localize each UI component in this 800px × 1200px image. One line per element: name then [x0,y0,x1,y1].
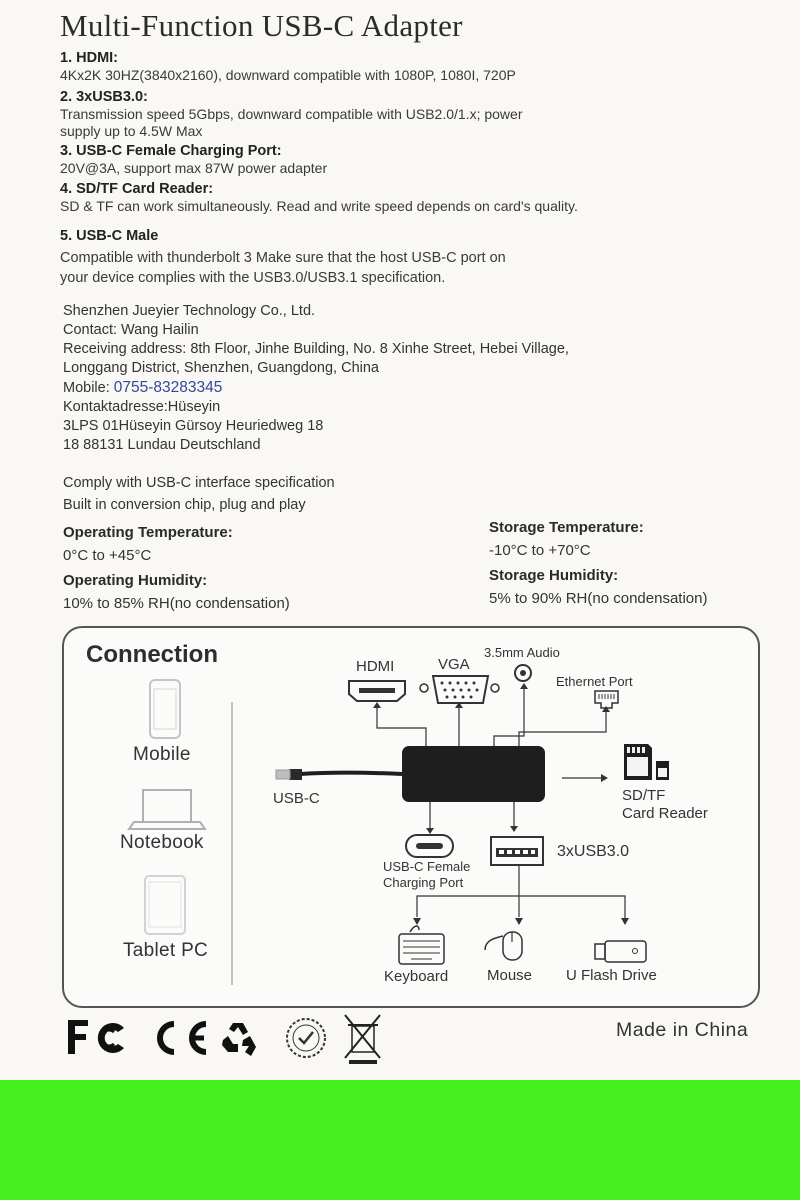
fcc-logo [68,1020,124,1054]
weee-logo [345,1015,380,1062]
notebook-icon [129,790,205,829]
device-label-tablet: Tablet PC [123,940,209,961]
flash-drive-label: U Flash Drive [566,967,657,984]
vga-port-icon [420,676,499,703]
spec-heading: 2. 3xUSB3.0: [60,89,148,105]
operating-temperature-value: 0°C to +45°C [63,547,152,564]
kontakt-line-3: 18 88131 Lundau Deutschland [63,437,261,453]
sd-card-icon [624,744,652,780]
connection-title: Connection [86,641,218,668]
card-reader-label: Card Reader [622,805,708,822]
operating-temperature-label: Operating Temperature: [63,524,233,541]
spec-heading: 5. USB-C Male [60,228,159,244]
charging-label-1: USB-C Female [383,859,471,874]
storage-temperature-value: -10°C to +70°C [489,542,591,559]
contact-line: Contact: Wang Hailin [63,322,199,338]
kontakt-line-2: 3LPS 01Hüseyin Gürsoy Heuriedweg 18 [63,418,324,434]
mouse-icon [485,932,522,960]
mouse-label: Mouse [487,967,533,984]
storage-humidity-value: 5% to 90% RH(no condensation) [489,590,708,607]
spec-heading: 4. SD/TF Card Reader: [60,181,214,197]
usb3-label: 3xUSB3.0 [557,843,630,860]
charging-label-2: Charging Port [383,875,464,890]
hdmi-port-icon [349,681,405,701]
spec-line: your device complies with the USB3.0/USB3.1 specification. [60,270,446,286]
made-in-label: Made in China [616,1019,749,1041]
tf-card-icon [656,761,669,780]
spec-heading: 1. HDMI: [60,50,118,66]
mobile-label: Mobile: [63,380,114,396]
sdtf-label: SD/TF [622,787,666,804]
usb3-port-icon [491,837,543,865]
keyboard-label: Keyboard [384,968,449,985]
audio-jack-icon [515,665,531,681]
ethernet-label: Ethernet Port [556,674,633,689]
device-label-mobile: Mobile [133,744,191,765]
kontakt-line: Kontaktadresse:Hüseyin [63,399,221,415]
vga-label: VGA [438,656,470,673]
compliance-line: Comply with USB-C interface specification [63,475,335,491]
spec-line: 4Kx2K 30HZ(3840x2160), downward compatible with 1080P, 1080I, 720P [60,67,516,83]
ethernet-port-icon [595,691,618,708]
receiving-address-2: Longgang District, Shenzhen, Guangdong, China [63,360,379,376]
spec-line: supply up to 4.5W Max [60,123,203,139]
flash-drive-icon [595,941,646,962]
certification-logos [62,1010,392,1070]
hdmi-label: HDMI [356,658,395,675]
spec-heading: 3. USB-C Female Charging Port: [60,143,282,159]
spec-line: Compatible with thunderbolt 3 Make sure that the host USB-C port on [60,250,506,266]
receiving-address: Receiving address: 8th Floor, Jinhe Building, No. 8 Xinhe Street, Hebei Village, [63,341,569,357]
mobile-icon [150,680,180,738]
operating-humidity-value: 10% to 85% RH(no condensation) [63,595,290,612]
storage-temperature-label: Storage Temperature: [489,519,644,536]
tablet-icon [145,876,185,934]
operating-humidity-label: Operating Humidity: [63,572,208,589]
company-name: Shenzhen Jueyier Technology Co., Ltd. [63,303,316,319]
green-band [0,1080,800,1200]
recycle-logo [222,1023,256,1056]
spec-line: Transmission speed 5Gbps, downward compatible with USB2.0/1.x; power [60,106,523,122]
audio-label: 3.5mm Audio [484,645,560,660]
mobile-number: 0755-83283345 [113,379,223,396]
page-title: Multi-Function USB-C Adapter [60,8,463,43]
usb-c-female-icon [406,835,453,857]
spec-line: SD & TF can work simultaneously. Read and write speed depends on card's quality. [60,198,578,214]
spec-line: 20V@3A, support max 87W power adapter [60,160,328,176]
storage-humidity-label: Storage Humidity: [489,567,619,584]
keyboard-icon [399,926,444,964]
compliance-line: Built in conversion chip, plug and play [63,497,306,513]
rohs-logo [287,1019,325,1057]
device-label-notebook: Notebook [120,832,204,853]
usb-c-label: USB-C [273,790,320,807]
ce-logo [160,1024,206,1052]
